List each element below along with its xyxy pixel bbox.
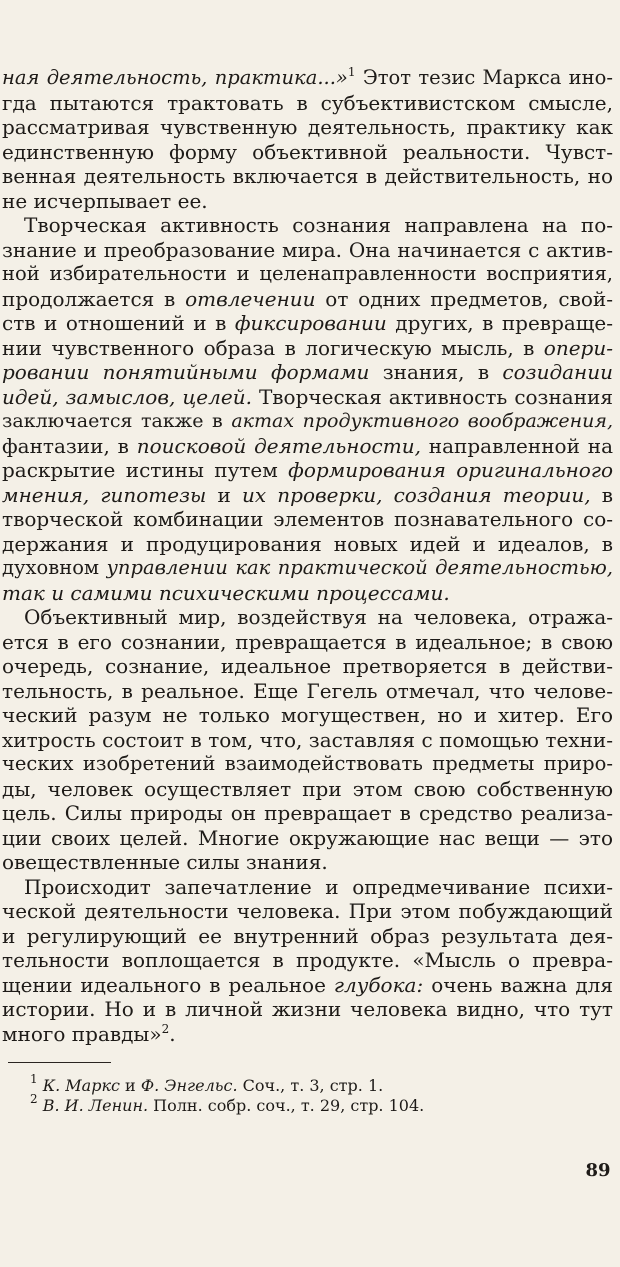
text-line <box>2 409 613 434</box>
footnote-text: Полн. собр. соч., т. 29, стр. 104. <box>148 1096 425 1115</box>
italic-span: ная деятельность, практика...» <box>2 66 348 89</box>
text-span: других, в превраще- <box>386 311 613 335</box>
italic-span: так и самими психическими процессами. <box>2 580 450 605</box>
footnote-author: К. Маркс <box>42 1076 120 1095</box>
footnote-1 <box>30 1072 590 1096</box>
text-span: щении идеального в реальное <box>2 972 334 997</box>
text-line: Объективный мир, воздействуя на человека, отража- <box>24 605 613 629</box>
text-line: ды, человек осуществляет при этом свою собственную <box>2 776 613 801</box>
footnote-author: В. И. Ленин. <box>42 1096 149 1115</box>
footnote-ref: 2 <box>161 1021 170 1036</box>
footnotes <box>30 1072 590 1116</box>
text-line <box>2 66 613 91</box>
text-span: и <box>206 482 242 507</box>
text-span: и <box>119 1076 141 1095</box>
italic-span: идей, замыслов, целей. <box>2 384 252 409</box>
text-line: единственную форму объективной реальности. Чувст- <box>2 139 613 164</box>
text-line: ной избирательности и целенаправленности восприятия, <box>2 262 613 285</box>
italic-span: мнения, гипотезы <box>2 482 207 507</box>
text-span: нии чувственного образа в логическую мысль, в <box>2 335 544 360</box>
text-line: хитрость состоит в том, что, заставляя с помощью техни- <box>2 727 613 752</box>
text-line <box>2 336 613 361</box>
text-span: раскрытие истины путем <box>2 458 289 482</box>
text-span: Творческая активность сознания <box>251 384 613 409</box>
italic-span: отвлечении <box>185 286 316 311</box>
text-span: очень важна для <box>423 972 613 997</box>
text-line: рассматривая чувственную деятельность, практику как <box>2 115 613 139</box>
text-span: фантазии, в <box>2 433 137 458</box>
footnote-ref: 1 <box>347 65 356 79</box>
footnote-author: Ф. Энгельс. <box>140 1076 238 1095</box>
text-span: заключается также в <box>2 410 232 432</box>
italic-span: их проверки, создания теории, <box>241 482 591 507</box>
text-line: ческий разум не только могуществен, но и хитер. Его <box>2 703 613 727</box>
text-line: истории. Но и в личной жизни человека видно, что тут <box>2 997 613 1021</box>
text-line <box>2 458 613 483</box>
text-span: много правды» <box>2 1021 162 1046</box>
text-span: в <box>590 482 613 507</box>
text-span: направленной на <box>420 433 613 458</box>
text-span: . <box>169 1021 176 1046</box>
text-line <box>2 483 613 508</box>
italic-span: ровании понятийными формами <box>2 360 370 384</box>
text-line: и регулирующий ее внутренний образ результата дея- <box>2 923 613 948</box>
text-line <box>2 581 613 606</box>
text-line <box>2 287 613 312</box>
main-text <box>2 66 613 1046</box>
footnote-mark: 1 <box>30 1072 38 1086</box>
text-line: гда пытаются трактовать в субъективистском смысле, <box>2 90 613 115</box>
text-line <box>2 385 613 410</box>
italic-span: управлении как практической деятельностью, <box>106 556 613 579</box>
text-line: держания и продуцирования новых идей и идеалов, в <box>2 531 613 556</box>
text-line <box>2 1022 613 1047</box>
page-number: 89 <box>585 1160 611 1181</box>
text-line: знание и преобразование мира. Она начинается с актив- <box>2 237 613 262</box>
footnote-2 <box>30 1092 590 1116</box>
text-line: овеществленные силы знания. <box>2 850 328 874</box>
text-span: ств и отношений и в <box>2 311 235 335</box>
italic-span: глубока: <box>333 972 424 997</box>
text-line: тельности воплощается в продукте. «Мысль о превра- <box>2 948 613 972</box>
italic-span: актах продуктивного воображения, <box>231 410 614 432</box>
text-line: не исчерпывает ее. <box>2 188 208 213</box>
text-line: Творческая активность сознания направлена на по- <box>24 213 613 237</box>
italic-span: опери- <box>543 335 613 360</box>
text-line: цель. Силы природы он превращает в средство реализа- <box>2 801 613 825</box>
footnote-text: Соч., т. 3, стр. 1. <box>237 1076 384 1095</box>
text-line <box>2 360 613 385</box>
text-span: от одних предметов, свой- <box>315 286 613 311</box>
italic-span: формирования оригинального <box>288 458 613 482</box>
text-span: Этот тезис Маркса ино- <box>355 66 614 89</box>
italic-span: поисковой деятельности, <box>136 433 421 458</box>
italic-span: созидании <box>502 360 613 384</box>
text-line: ческой деятельности человека. При этом побуждающий <box>2 899 613 923</box>
text-line: венная деятельность включается в действительность, но <box>2 164 613 188</box>
text-span: продолжается в <box>2 286 186 311</box>
footnote-divider <box>8 1062 111 1063</box>
text-line: творческой комбинации элементов познавательного со- <box>2 507 613 531</box>
text-span: духовном <box>2 556 107 579</box>
italic-span: фиксировании <box>234 311 387 335</box>
text-line: Происходит запечатление и опредмечивание психи- <box>24 874 613 899</box>
footnote-mark: 2 <box>30 1092 38 1106</box>
text-line: ции своих целей. Многие окружающие нас вещи — это <box>2 825 613 850</box>
text-span: знания, в <box>369 360 503 384</box>
text-line <box>2 973 613 998</box>
text-line: очередь, сознание, идеальное претворяется в действи- <box>2 654 613 678</box>
text-line: ческих изобретений взаимодействовать предметы приро- <box>2 752 613 775</box>
text-line <box>2 434 613 459</box>
text-line <box>2 556 613 581</box>
text-line: тельность, в реальное. Еще Гегель отмечал, что челове- <box>2 678 613 703</box>
text-line: ется в его сознании, превращается в идеальное; в свою <box>2 629 613 654</box>
text-line <box>2 311 613 336</box>
